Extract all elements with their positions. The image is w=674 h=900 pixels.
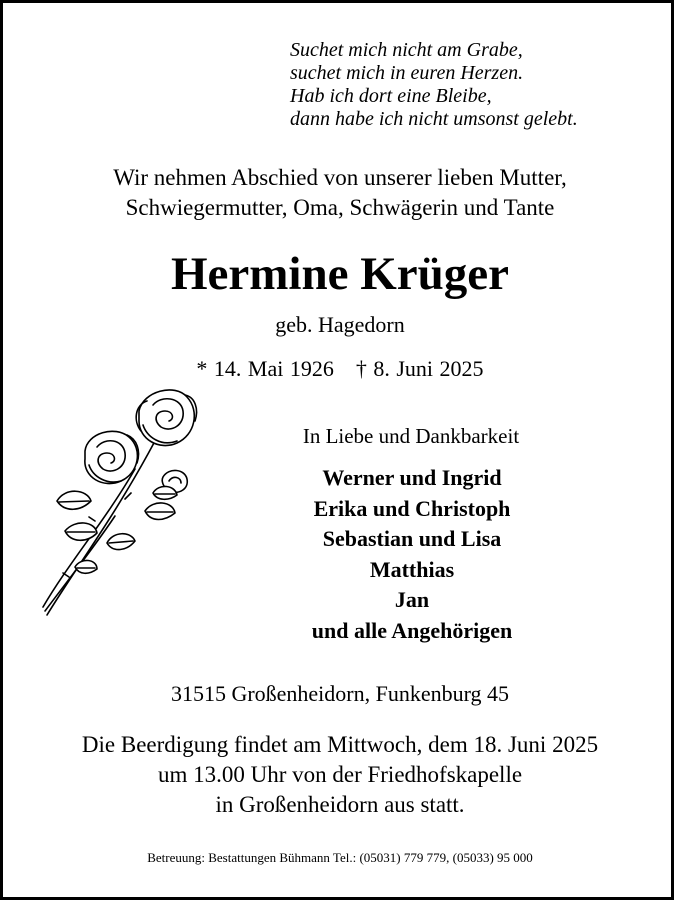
funeral-info [3, 730, 674, 820]
mourner-name: Matthias [369, 556, 455, 582]
rose-illustration-icon [35, 381, 205, 631]
mourner-name: Jan [394, 587, 430, 612]
life-dates [3, 354, 674, 384]
funeral-line: Die Beerdigung findet am Mittwoch, dem 18. Juni 2025 [81, 732, 599, 757]
mourner-name: Erika und Christoph [313, 495, 511, 521]
poem-line: dann habe ich nicht umsonst gelebt. [290, 108, 578, 130]
birth-name: geb. Hagedorn [275, 312, 405, 337]
intro-text [3, 163, 674, 223]
intro-line: Wir nehmen Abschied von unserer lieben Mutter, [113, 165, 567, 190]
poem [290, 39, 578, 131]
death-date: † 8. Juni 2025 [355, 356, 484, 381]
mourner-name: Werner und Ingrid [322, 465, 502, 490]
funeral-line: in Großenheidorn aus statt. [215, 792, 465, 817]
funeral-home-credit: Betreuung: Bestattungen Bühmann Tel.: (05031) 779 779, (05033) 95 000 [147, 850, 533, 865]
poem-line: suchet mich in euren Herzen. [290, 62, 524, 84]
poem-line: Hab ich dort eine Bleibe, [290, 85, 492, 107]
birth-date: * 14. Mai 1926 [196, 356, 334, 381]
poem-line: Suchet mich nicht am Grabe, [290, 39, 523, 61]
mourner-name: Sebastian und Lisa [322, 526, 502, 551]
dedication: In Liebe und Dankbarkeit [302, 424, 520, 448]
mourner-name: und alle Angehörigen [311, 617, 513, 643]
address: 31515 Großenheidorn, Funkenburg 45 [170, 681, 510, 706]
funeral-line: um 13.00 Uhr von der Friedhofskapelle [157, 762, 523, 787]
intro-line: Schwiegermutter, Oma, Schwägerin und Tante [125, 195, 555, 220]
mourners-list [312, 463, 512, 646]
deceased-name: Hermine Krüger [170, 248, 510, 300]
